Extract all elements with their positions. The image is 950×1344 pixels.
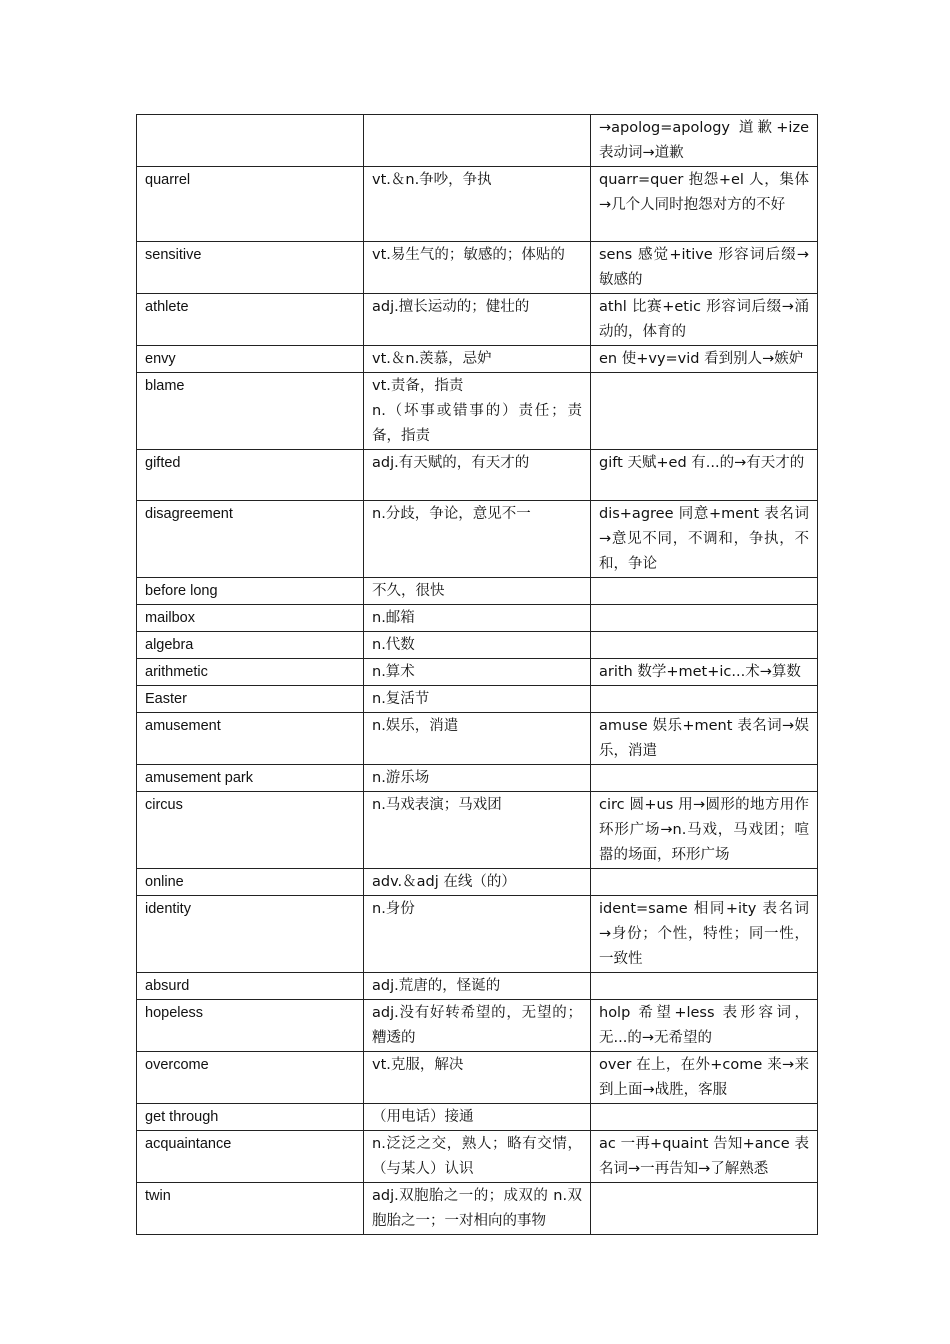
etymology-cell: en 使+vy=vid 看到别人→嫉妒 xyxy=(591,346,818,373)
meaning-cell: adj.双胞胎之一的；成双的 n.双胞胎之一；一对相向的事物 xyxy=(364,1183,591,1235)
table-row xyxy=(137,242,818,294)
table-row xyxy=(137,1131,818,1183)
etymology-cell xyxy=(591,605,818,632)
meaning-cell: 不久，很快 xyxy=(364,578,591,605)
table-row xyxy=(137,115,818,167)
etymology-cell: holp 希望+less 表形容词，无...的→无希望的 xyxy=(591,1000,818,1052)
meaning-line: vt.责备，指责 xyxy=(372,378,464,394)
etymology-cell xyxy=(591,765,818,792)
table-row xyxy=(137,450,818,501)
meaning-cell: n.算术 xyxy=(364,659,591,686)
table-row xyxy=(137,1104,818,1131)
word-cell: envy xyxy=(137,346,364,373)
table-row xyxy=(137,659,818,686)
word-cell: overcome xyxy=(137,1052,364,1104)
meaning-cell: vt.易生气的；敏感的；体贴的 xyxy=(364,242,591,294)
meaning-cell: n.马戏表演；马戏团 xyxy=(364,792,591,869)
table-row xyxy=(137,167,818,242)
meaning-cell: （用电话）接通 xyxy=(364,1104,591,1131)
word-cell: algebra xyxy=(137,632,364,659)
table-row xyxy=(137,765,818,792)
meaning-cell: n.泛泛之交，熟人；略有交情，（与某人）认识 xyxy=(364,1131,591,1183)
etymology-cell: ac 一再+quaint 告知+ance 表名词→一再告知→了解熟悉 xyxy=(591,1131,818,1183)
etymology-cell: over 在上，在外+come 来→来到上面→战胜，客服 xyxy=(591,1052,818,1104)
etymology-cell xyxy=(591,1104,818,1131)
table-row xyxy=(137,346,818,373)
word-cell: quarrel xyxy=(137,167,364,242)
table-row xyxy=(137,973,818,1000)
table-row xyxy=(137,896,818,973)
word-cell: amusement xyxy=(137,713,364,765)
table-row xyxy=(137,1183,818,1235)
word-cell: get through xyxy=(137,1104,364,1131)
meaning-cell: n.游乐场 xyxy=(364,765,591,792)
vocabulary-table-body xyxy=(137,115,818,1235)
word-cell: identity xyxy=(137,896,364,973)
table-row xyxy=(137,1052,818,1104)
word-cell: before long xyxy=(137,578,364,605)
word-cell: amusement park xyxy=(137,765,364,792)
word-cell: hopeless xyxy=(137,1000,364,1052)
word-cell: sensitive xyxy=(137,242,364,294)
etymology-cell: circ 圆+us 用→圆形的地方用作环形广场→n.马戏，马戏团；喧嚣的场面，环形广场 xyxy=(591,792,818,869)
table-row xyxy=(137,792,818,869)
meaning-line: n.（坏事或错事的）责任；责备，指责 xyxy=(372,403,582,444)
etymology-cell xyxy=(591,1183,818,1235)
word-cell: acquaintance xyxy=(137,1131,364,1183)
word-cell: gifted xyxy=(137,450,364,501)
word-cell: Easter xyxy=(137,686,364,713)
meaning-cell: n.代数 xyxy=(364,632,591,659)
etymology-cell: ident=same 相同+ity 表名词→身份；个性，特性；同一性，一致性 xyxy=(591,896,818,973)
table-row xyxy=(137,632,818,659)
etymology-cell: quarr=quer 抱怨+el 人，集体→几个人同时抱怨对方的不好 xyxy=(591,167,818,242)
vocabulary-table xyxy=(136,114,818,1235)
etymology-cell xyxy=(591,973,818,1000)
table-row xyxy=(137,294,818,346)
table-row xyxy=(137,605,818,632)
etymology-cell: amuse 娱乐+ment 表名词→娱乐，消遣 xyxy=(591,713,818,765)
etymology-cell: sens 感觉+itive 形容词后缀→敏感的 xyxy=(591,242,818,294)
table-row xyxy=(137,373,818,450)
word-cell: disagreement xyxy=(137,501,364,578)
table-row xyxy=(137,501,818,578)
meaning-cell: n.复活节 xyxy=(364,686,591,713)
word-cell: twin xyxy=(137,1183,364,1235)
etymology-cell xyxy=(591,373,818,450)
etymology-cell xyxy=(591,869,818,896)
meaning-cell: adv.＆adj 在线（的） xyxy=(364,869,591,896)
meaning-cell: adj.没有好转希望的，无望的；糟透的 xyxy=(364,1000,591,1052)
meaning-cell: adj.荒唐的，怪诞的 xyxy=(364,973,591,1000)
word-cell: arithmetic xyxy=(137,659,364,686)
word-cell: absurd xyxy=(137,973,364,1000)
meaning-cell: adj.擅长运动的；健壮的 xyxy=(364,294,591,346)
table-row xyxy=(137,1000,818,1052)
word-cell: mailbox xyxy=(137,605,364,632)
word-cell: athlete xyxy=(137,294,364,346)
etymology-cell xyxy=(591,632,818,659)
meaning-cell: n.身份 xyxy=(364,896,591,973)
meaning-cell: n.分歧，争论，意见不一 xyxy=(364,501,591,578)
table-row xyxy=(137,686,818,713)
word-cell: online xyxy=(137,869,364,896)
table-row xyxy=(137,713,818,765)
meaning-cell xyxy=(364,373,591,450)
word-cell xyxy=(137,115,364,167)
table-row xyxy=(137,578,818,605)
etymology-cell: athl 比赛+etic 形容词后缀→涌动的，体育的 xyxy=(591,294,818,346)
meaning-cell: adj.有天赋的，有天才的 xyxy=(364,450,591,501)
meaning-cell: vt.＆n.羡慕，忌妒 xyxy=(364,346,591,373)
word-cell: blame xyxy=(137,373,364,450)
etymology-cell xyxy=(591,686,818,713)
etymology-cell: arith 数学+met+ic...术→算数 xyxy=(591,659,818,686)
meaning-cell xyxy=(364,115,591,167)
meaning-cell: n.邮箱 xyxy=(364,605,591,632)
etymology-cell: →apolog=apology 道歉+ize 表动词→道歉 xyxy=(591,115,818,167)
meaning-cell: vt.克服，解决 xyxy=(364,1052,591,1104)
word-cell: circus xyxy=(137,792,364,869)
etymology-cell xyxy=(591,578,818,605)
etymology-cell: dis+agree 同意+ment 表名词→意见不同，不调和，争执，不和，争论 xyxy=(591,501,818,578)
etymology-cell: gift 天赋+ed 有...的→有天才的 xyxy=(591,450,818,501)
meaning-cell: n.娱乐，消遣 xyxy=(364,713,591,765)
meaning-cell: vt.＆n.争吵，争执 xyxy=(364,167,591,242)
table-row xyxy=(137,869,818,896)
